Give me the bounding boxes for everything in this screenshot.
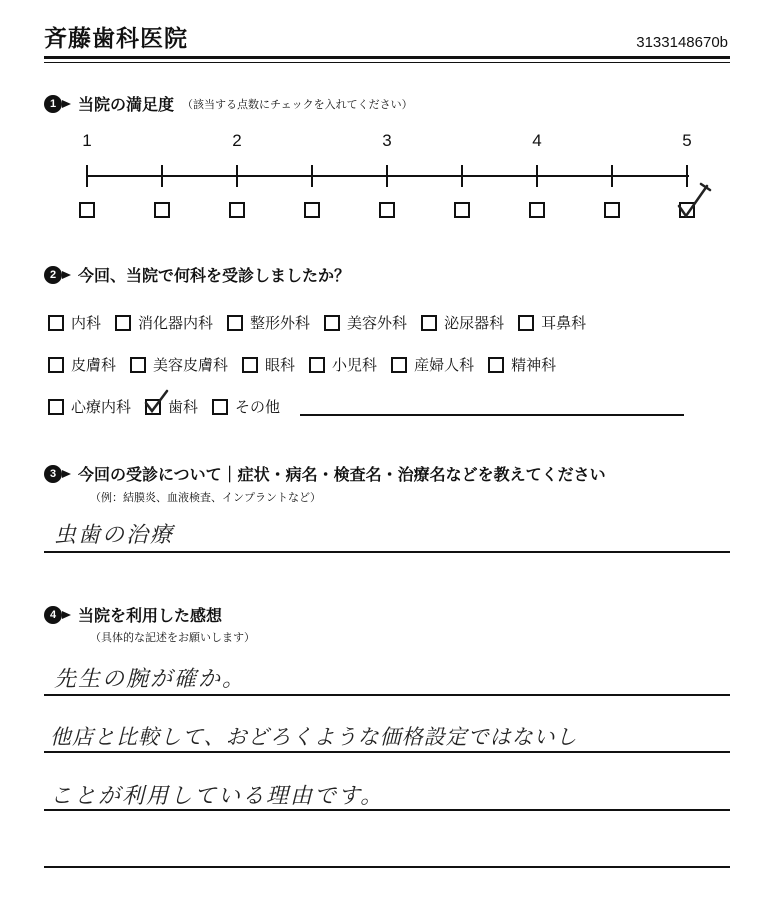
header-rule (44, 56, 730, 59)
dept-option[interactable] (242, 354, 295, 375)
checkbox[interactable] (421, 315, 437, 331)
checked-checkbox[interactable] (145, 399, 161, 415)
scale-tick (311, 165, 313, 187)
dept-option[interactable] (130, 354, 228, 375)
checkbox[interactable] (227, 315, 243, 331)
scale-label: 1 (82, 131, 92, 150)
checkbox[interactable] (48, 399, 64, 415)
dept-option[interactable] (145, 396, 198, 417)
dept-option-label: 耳鼻科 (541, 314, 587, 332)
q4-sub: （具体的な記述をお願いします） (90, 631, 255, 644)
q4-line-3 (44, 809, 730, 811)
dept-option[interactable] (518, 312, 586, 333)
scale-label: 5 (682, 131, 692, 150)
dept-option[interactable] (48, 396, 131, 417)
q3-example: （例：結膜炎、血液検査、インプラントなど） (90, 491, 321, 504)
q4-line-2 (44, 751, 730, 753)
scale-tick (86, 165, 88, 187)
satisfaction-scale-line (87, 175, 689, 177)
checkbox[interactable] (242, 357, 258, 373)
dept-option[interactable] (227, 312, 310, 333)
dept-option[interactable] (212, 396, 280, 417)
checkbox[interactable] (391, 357, 407, 373)
dept-option-label: 整形外科 (250, 314, 311, 332)
scale-tick (386, 165, 388, 187)
checkbox[interactable] (48, 315, 64, 331)
dept-option-label: 歯科 (168, 398, 199, 416)
q2-title: 今回、当院で何科を受診しましたか？ (78, 266, 351, 285)
dept-option-label: 小児科 (332, 356, 378, 374)
q4-answer-line-1[interactable]: 先生の腕が確か。 (54, 667, 247, 692)
scale-tick (236, 165, 238, 187)
score-checkbox[interactable] (79, 202, 95, 218)
q4-number-badge: 4 (44, 606, 62, 624)
checkbox[interactable] (115, 315, 131, 331)
q3-number-badge: 3 (44, 465, 62, 483)
q3-title: 今回の受診について｜症状・病名・検査名・治療名などを教えてください (78, 465, 606, 484)
dept-option[interactable] (421, 312, 504, 333)
dept-option-label: 消化器内科 (138, 314, 214, 332)
scale-label: 2 (232, 131, 242, 150)
dept-option[interactable] (324, 312, 407, 333)
score-checkbox[interactable] (379, 202, 395, 218)
scale-tick (611, 165, 613, 187)
score-checkbox[interactable] (304, 202, 320, 218)
q4-title: 当院を利用した感想 (78, 606, 223, 625)
dept-row-3 (48, 396, 684, 417)
dept-option-label: その他 (235, 398, 281, 416)
scale-label: 3 (382, 131, 392, 150)
score-checkbox[interactable] (529, 202, 545, 218)
checkbox[interactable] (518, 315, 534, 331)
checkbox[interactable] (309, 357, 325, 373)
dept-option-label: 心療内科 (71, 398, 132, 416)
checkbox[interactable] (324, 315, 340, 331)
dept-option[interactable] (115, 312, 213, 333)
score-checkbox[interactable] (604, 202, 620, 218)
handwritten-check-mark (677, 180, 717, 220)
other-fill-line[interactable] (300, 414, 684, 416)
checkbox[interactable] (130, 357, 146, 373)
dept-option-label: 美容皮膚科 (153, 356, 229, 374)
checkbox[interactable] (48, 357, 64, 373)
q4-line-4 (44, 866, 730, 868)
dept-option[interactable] (488, 354, 556, 375)
dept-option[interactable] (48, 354, 116, 375)
q1-title: 当院の満足度 (78, 95, 175, 114)
checkbox[interactable] (488, 357, 504, 373)
dept-option[interactable] (48, 312, 101, 333)
q2-number-badge: 2 (44, 266, 62, 284)
dept-row-1 (48, 312, 600, 333)
dept-row-2 (48, 354, 570, 375)
q1-note: （該当する点数にチェックを入れてください） (182, 97, 413, 111)
scale-tick (536, 165, 538, 187)
checkbox[interactable] (212, 399, 228, 415)
header-rule-thin (44, 62, 730, 63)
dept-option-label: 内科 (71, 314, 102, 332)
dept-option-label: 皮膚科 (71, 356, 117, 374)
dept-option-label: 泌尿器科 (444, 314, 505, 332)
scale-tick (461, 165, 463, 187)
score-checkbox[interactable] (154, 202, 170, 218)
dept-option-label: 精神科 (511, 356, 557, 374)
q3-answer-line (44, 551, 730, 553)
q4-line-1 (44, 694, 730, 696)
q1-header (44, 92, 413, 115)
q1-number-badge: 1 (44, 95, 62, 113)
dept-option-label: 眼科 (265, 356, 296, 374)
dept-option[interactable] (309, 354, 377, 375)
q4-header (44, 603, 222, 626)
dept-option[interactable] (391, 354, 474, 375)
score-checkbox[interactable] (454, 202, 470, 218)
q3-header (44, 462, 606, 485)
dept-option-label: 産婦人科 (414, 356, 475, 374)
score-checkbox[interactable] (229, 202, 245, 218)
q4-answer-line-3[interactable]: ことが利用している理由です。 (50, 784, 385, 809)
q2-header (44, 263, 350, 286)
q3-answer-handwriting[interactable]: 虫歯の治療 (54, 523, 175, 548)
clinic-name: 斉藤歯科医院 (44, 26, 188, 52)
dept-option-label: 美容外科 (347, 314, 408, 332)
handwritten-check-icon (143, 389, 169, 415)
q4-answer-line-2[interactable]: 他店と比較して、おどろくような価格設定ではないし (50, 725, 578, 749)
scale-tick (161, 165, 163, 187)
scale-label: 4 (532, 131, 542, 150)
form-id: 3133148670b (636, 34, 728, 51)
